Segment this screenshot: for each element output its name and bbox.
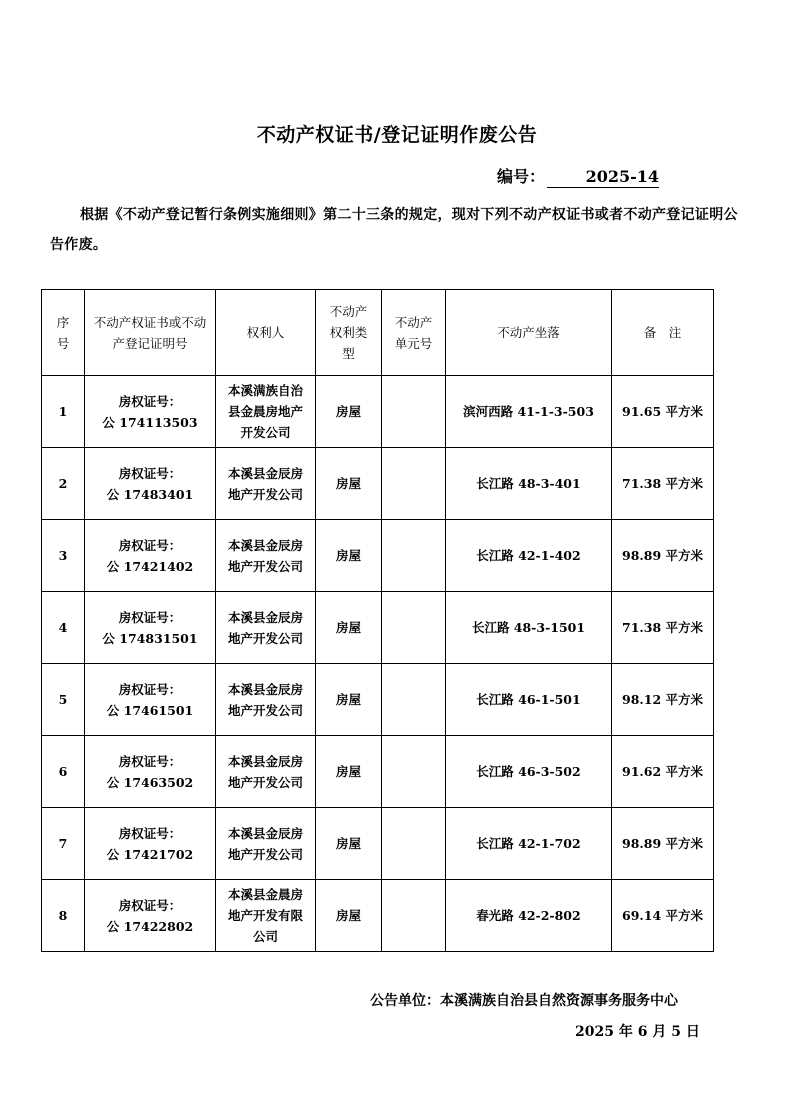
document-number — [497, 164, 659, 188]
cell-unit-no — [382, 376, 446, 448]
cell-right-type: 房屋 — [316, 592, 382, 664]
cert-label: 房权证号： — [118, 897, 182, 913]
cert-number: 公 17422802 — [106, 918, 194, 934]
cell-seq: 3 — [42, 520, 85, 592]
cell-seq: 4 — [42, 592, 85, 664]
cell-unit-no — [382, 448, 446, 520]
issuing-unit: 公告单位：本溪满族自治县自然资源事务服务中心 — [370, 993, 678, 1009]
cert-number: 公 17421702 — [106, 846, 194, 862]
cell-note: 71.38 平方米 — [612, 448, 714, 520]
cell-right-type: 房屋 — [316, 880, 382, 952]
cell-cert — [85, 376, 216, 448]
cell-holder: 本溪县金辰房地产开发公司 — [216, 664, 316, 736]
cell-seq: 1 — [42, 376, 85, 448]
cell-right-type: 房屋 — [316, 808, 382, 880]
cell-seq: 6 — [42, 736, 85, 808]
header-right-type: 不动产权利类型 — [316, 290, 382, 376]
cell-unit-no — [382, 808, 446, 880]
table-row — [42, 736, 714, 808]
cert-label: 房权证号： — [118, 825, 182, 841]
cell-right-type: 房屋 — [316, 736, 382, 808]
cell-cert — [85, 808, 216, 880]
number-value: 2025-14 — [547, 167, 659, 188]
cell-note: 98.89 平方米 — [612, 808, 714, 880]
cell-holder: 本溪县金辰房地产开发公司 — [216, 736, 316, 808]
cell-right-type: 房屋 — [316, 376, 382, 448]
cert-number: 公 17421402 — [106, 558, 194, 574]
cell-cert — [85, 448, 216, 520]
cell-cert — [85, 664, 216, 736]
cert-label: 房权证号： — [118, 465, 182, 481]
cell-cert — [85, 736, 216, 808]
cert-number: 公 17461501 — [106, 702, 194, 718]
cert-label: 房权证号： — [118, 537, 182, 553]
cert-label: 房权证号： — [118, 753, 182, 769]
cert-number: 公 17483401 — [106, 486, 194, 502]
cell-note: 71.38 平方米 — [612, 592, 714, 664]
cell-note: 69.14 平方米 — [612, 880, 714, 952]
table-row — [42, 520, 714, 592]
document-title: 不动产权证书/登记证明作废公告 — [256, 124, 538, 146]
cell-location: 长江路 46-1-501 — [446, 664, 612, 736]
cell-location: 长江路 42-1-702 — [446, 808, 612, 880]
cell-right-type: 房屋 — [316, 448, 382, 520]
table-row — [42, 808, 714, 880]
cell-seq: 2 — [42, 448, 85, 520]
table-row — [42, 592, 714, 664]
cell-holder: 本溪县金辰房地产开发公司 — [216, 448, 316, 520]
cert-number: 公 174831501 — [102, 630, 198, 646]
cell-holder: 本溪满族自治县金晨房地产开发公司 — [216, 376, 316, 448]
cell-cert — [85, 880, 216, 952]
cell-holder: 本溪县金辰房地产开发公司 — [216, 592, 316, 664]
preamble-paragraph: 根据《不动产登记暂行条例实施细则》第二十三条的规定，现对下列不动产权证书或者不动产登记证明公告作废。 — [50, 207, 738, 253]
cell-holder: 本溪县金辰房地产开发公司 — [216, 808, 316, 880]
cell-right-type: 房屋 — [316, 664, 382, 736]
records-table — [41, 289, 714, 952]
cell-cert — [85, 592, 216, 664]
cell-right-type: 房屋 — [316, 520, 382, 592]
cell-seq: 5 — [42, 664, 85, 736]
number-label: 编号： — [497, 167, 546, 186]
records-body — [42, 376, 714, 952]
cell-unit-no — [382, 592, 446, 664]
cell-unit-no — [382, 664, 446, 736]
cell-note: 91.62 平方米 — [612, 736, 714, 808]
header-seq: 序号 — [42, 290, 85, 376]
cert-label: 房权证号： — [118, 393, 182, 409]
cell-location: 长江路 48-3-401 — [446, 448, 612, 520]
header-location: 不动产坐落 — [446, 290, 612, 376]
cell-holder: 本溪县金辰房地产开发公司 — [216, 520, 316, 592]
table-row — [42, 448, 714, 520]
cert-label: 房权证号： — [118, 681, 182, 697]
cert-number: 公 174113503 — [102, 414, 198, 430]
cell-location: 春光路 42-2-802 — [446, 880, 612, 952]
cell-seq: 8 — [42, 880, 85, 952]
table-row — [42, 376, 714, 448]
cell-cert — [85, 520, 216, 592]
header-unit-no: 不动产单元号 — [382, 290, 446, 376]
cell-holder: 本溪县金晨房地产开发有限公司 — [216, 880, 316, 952]
header-note: 备 注 — [612, 290, 714, 376]
cell-location: 长江路 48-3-1501 — [446, 592, 612, 664]
cell-unit-no — [382, 736, 446, 808]
cell-unit-no — [382, 880, 446, 952]
cell-location: 长江路 42-1-402 — [446, 520, 612, 592]
cell-location: 滨河西路 41-1-3-503 — [446, 376, 612, 448]
cert-number: 公 17463502 — [106, 774, 194, 790]
cell-location: 长江路 46-3-502 — [446, 736, 612, 808]
header-holder: 权利人 — [216, 290, 316, 376]
table-row — [42, 664, 714, 736]
cell-unit-no — [382, 520, 446, 592]
cell-note: 98.12 平方米 — [612, 664, 714, 736]
cell-note: 91.65 平方米 — [612, 376, 714, 448]
table-row — [42, 880, 714, 952]
table-header-row — [42, 290, 714, 376]
cell-note: 98.89 平方米 — [612, 520, 714, 592]
cert-label: 房权证号： — [118, 609, 182, 625]
issue-date: 2025 年 6 月 5 日 — [575, 1024, 700, 1040]
header-cert-no: 不动产权证书或不动产登记证明号 — [85, 290, 216, 376]
cell-seq: 7 — [42, 808, 85, 880]
